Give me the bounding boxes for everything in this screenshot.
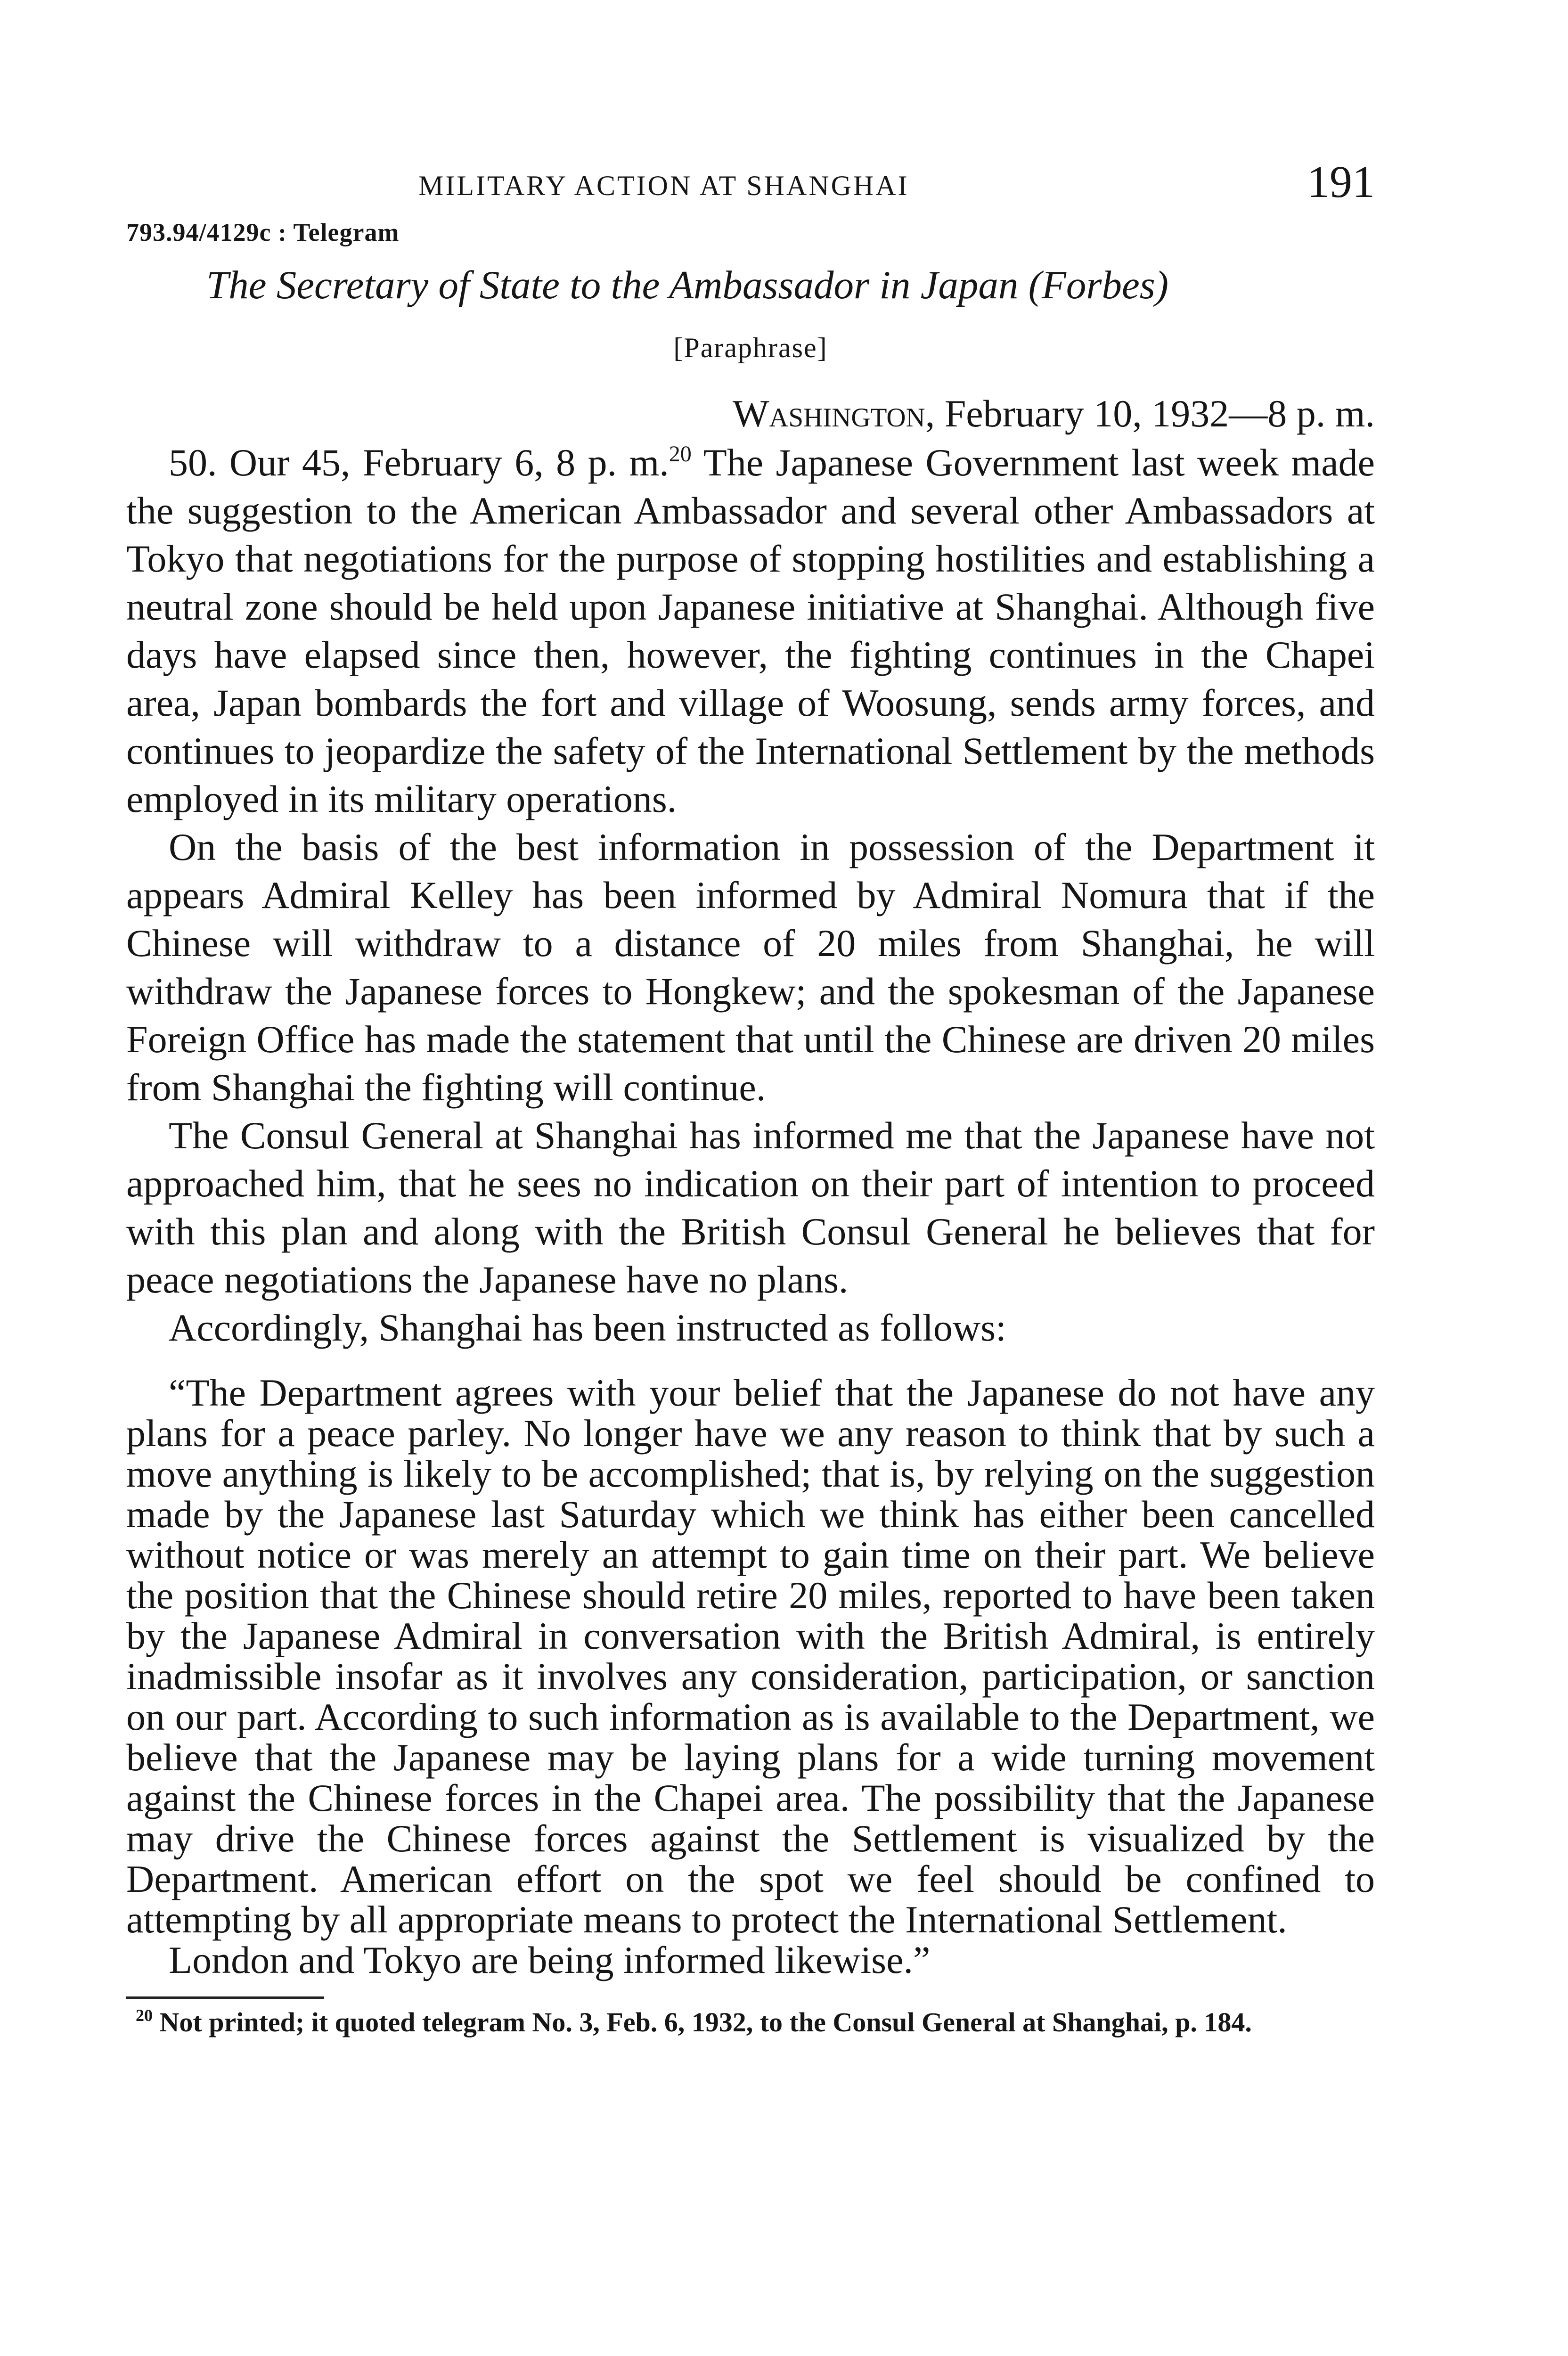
- quoted-instruction: [126, 1373, 1375, 1980]
- running-head: [126, 151, 1375, 207]
- quote-paragraph-1: “The Department agrees with your belief that the Japanese do not have any plans for a peace parley. No longer have we any reason to think that by such a move anything is likely to be accomplished; that is, by relying on the suggestion made by the Japanese last Saturday which we think has either been cancelled without notice or was merely an attempt to gain time on their part. We believe the position that the Chinese should retire 20 miles, reported to have been taken by the Japanese Admiral in conversation with the British Admiral, is entirely inadmissible insofar as it involves any consideration, participation, or sanction on our part. According to such information as is available to the Department, we believe that the Japanese may be laying plans for a wide turning movement against the Chinese forces in the Chapei area. The possibility that the Japanese may drive the Chinese forces against the Settlement is visualized by the Department. American effort on the spot we feel should be confined to attempting by all appropriate means to protect the International Settlement.: [126, 1371, 1375, 1941]
- quote-paragraph-2: London and Tokyo are being informed likewise.”: [169, 1939, 931, 1981]
- page-number: 191: [1307, 156, 1375, 207]
- body-paragraph-2: On the basis of the best information in possession of the Department it appears Admiral Kelley has been informed by Admiral Nomura that if the Chinese will withdraw to a distance of 20 miles from Shanghai, he will withdraw the Japanese forces to Hongkew; and the spokesman of the Japanese Foreign Office has made the statement that until the Chinese are driven 20 miles from Shanghai the fighting will continue.: [126, 826, 1375, 1109]
- file-reference: 793.94/4129c : Telegram: [126, 218, 400, 246]
- running-title: MILITARY ACTION AT SHANGHAI: [418, 170, 909, 201]
- document-page: [126, 151, 1375, 2038]
- document-heading: The Secretary of State to the Ambassador in Japan (Forbes): [206, 263, 1169, 307]
- body-paragraph-4: Accordingly, Shanghai has been instructed as follows:: [169, 1306, 1006, 1349]
- paraphrase-note: [Paraphrase]: [673, 332, 828, 363]
- p1-remainder: The Japanese Government last week made the suggestion to the American Ambassador and several other Ambassadors at Tokyo that negotiations for the purpose of stopping hostilities and establishing a neutral zone should be held upon Japanese initiative at Shanghai. Although five days have elapsed since then, however, the fighting continues in the Chapei area, Japan bombards the fort and village of Woosung, sends army forces, and continues to jeopardize the safety of the International Settlement by the methods employed in its military operations.: [126, 441, 1375, 820]
- footnote-reference: 20: [669, 442, 692, 466]
- footnote-mark: 20: [136, 2006, 153, 2025]
- telegram-body: [126, 439, 1375, 1352]
- dateline-place: Washington,: [732, 392, 935, 435]
- body-paragraph-3: The Consul General at Shanghai has informed me that the Japanese have not approached him, that he sees no indication on their part of intention to proceed with this plan and along with the British Consul General he believes that for peace negotiations the Japanese have no plans.: [126, 1114, 1375, 1301]
- dateline: [126, 392, 1375, 436]
- footnote: [126, 2006, 1375, 2038]
- footnote-divider: [126, 1996, 324, 1999]
- body-paragraph-1: [126, 439, 1375, 823]
- footnote-text: Not printed; it quoted telegram No. 3, Feb. 6, 1932, to the Consul General at Shanghai, p. 184.: [153, 2007, 1252, 2037]
- dateline-date: February 10, 1932—8 p. m.: [935, 392, 1375, 435]
- p1-opening: 50. Our 45, February 6, 8 p. m.: [169, 441, 669, 484]
